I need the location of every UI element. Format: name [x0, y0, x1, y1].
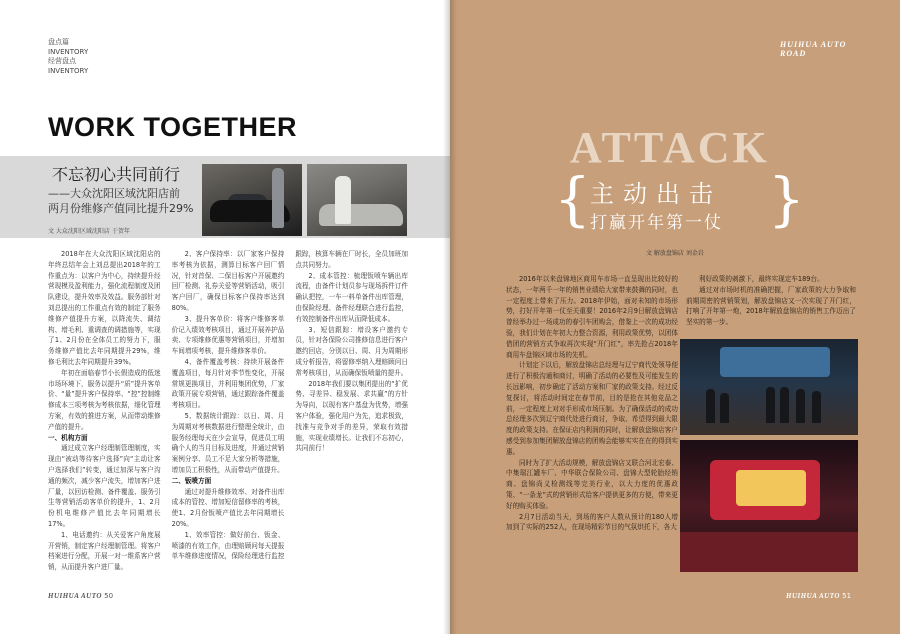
- paragraph: 2、客户保持率：以厂家客户保持率考核为依据，测算目标客户回厂情况，针对首保、二保目标客户开展邀约回厂检测、礼券关爱等营销活动，吸引客户回厂，确保目标客户保持率达到80%。: [171, 250, 285, 312]
- paragraph: 1、电话邀约：从关爱客户角度展开营销，制定客户经理制管理。将客户档案进行分配，开展一对一维系客户营销，从而提升客户进厂量。: [48, 530, 161, 572]
- person-figure: [796, 389, 805, 423]
- stage-floor: [680, 532, 858, 572]
- headline: 不忘初心共同前行: [52, 165, 181, 184]
- technician-figure: [272, 168, 284, 228]
- paragraph: 2018年我们要以集团提出的“扩优势、寻差异、稳发展、求共赢”的方针为导向，以现有客户基盘为优势，增强客户体验，强化用户为先，追求极致，找准与竞争对手的差异，荣取有效措施，实现业绩增长。让我们不忘初心，共同前行！: [295, 379, 408, 453]
- page-footer-left: [48, 592, 113, 600]
- paragraph: 4、备件覆盖考核：持续开展备件覆盖项目，每月针对季节性变化，开展常规更换项目，并利用集团优势，厂家政策开展专项营销，通过跟踪备件覆盖考核项目。: [171, 357, 285, 410]
- page-number: 51: [842, 592, 852, 600]
- section-line-4: INVENTORY: [48, 66, 89, 75]
- page-number: 50: [104, 592, 114, 600]
- workshop-photo-1: [202, 164, 302, 236]
- brand-line-1: HUIHUA AUTO: [780, 40, 847, 49]
- painter-figure: [335, 176, 351, 224]
- footer-logo: HUIHUA AUTO: [48, 592, 102, 600]
- paragraph: 利好政策的刺激下，最终实现定车189台。: [699, 275, 824, 283]
- paragraph: 通过对市场时机的准确把握，厂家政策的大力争取和前期周密的营销策划，解放盘锦店又一次实现了开门红，打响了开年第一炮，2018年解放盘锦店的销售工作迈出了坚实的第一步。: [686, 285, 856, 327]
- paragraph: 2、成本管控：梳理钣喷车辆出库流程，由备件计划员参与现场拆件订件确认把控，一车一料单备件出库管理，由保险经理、备件经理联合进行监控，有效控制备件出库从而降低成本。: [295, 271, 408, 323]
- text-column-right: [686, 274, 856, 342]
- paragraph: 5、数据统计跟踪：以日、周、月为周期对考核数据进行整理全统计，由服务经理每天在少会宣导，促进员工明确个人的当月目标及进度，并通过营销案例分享、员工不足大家分析等措施，增加员工积极性，从而带动产值提升。: [171, 411, 285, 474]
- person-figure: [780, 387, 789, 423]
- event-photo-1: [680, 339, 858, 435]
- section-heading: 二、钣喷方面: [171, 476, 212, 485]
- paragraph: 1、效率管控：做好前台、钣金、喷漆的有效工作，由理赔顾问每天提报单车维修进度情况，保险经理进行监控跟踪，核算车辆在厂时长，全员加班加点共同努力。: [171, 250, 408, 561]
- subheadline-line-1: ——大众沈阳区域沈阳店前: [48, 187, 180, 200]
- paragraph: 2016年以来盘锦地区商用车市场一直呈现出比较好的状态，一年两千一年的销售业绩给大家带来鼓舞的同时，也一定程度上带来了压力。2018年伊始，面对未知的市场形势，打好开年第一仗至关重要！2016年2月9日解放盘锦店曾经举办过一场成功的春引车团购会，借鉴上一次的成功经验，我们计划在年初大力整合资源，利用政策优势，以团体借团的营销方式争取再次实现“开门红”，率先抢占2018年商用车盘锦区域市场的先机。: [506, 275, 678, 359]
- paragraph: 2月7日活动当天，到场的客户人数从预计的180人增加到了实际的252人，在现场精彩节目的气氛烘托下，各大: [506, 512, 678, 532]
- byline-right: 文 解放盘锦店 刘金岩: [646, 250, 704, 257]
- section-heading: 一、机构方面: [48, 433, 88, 442]
- result-board: [736, 470, 806, 506]
- right-page: [450, 0, 900, 634]
- subheadline-line-2: 两月份维修产值同比提升29%: [48, 202, 194, 215]
- paragraph: 3、提升客单价：将客户维修客单价记入绩效考核项目，通过开展养护品卖、专项维修优惠等营销项目，并增加车间增项考核，提升维修客单价。: [171, 314, 285, 356]
- brand-logo: [780, 40, 846, 58]
- section-line-2: INVENTORY: [48, 47, 89, 56]
- person-figure: [720, 393, 729, 423]
- chinese-subtitle: 打赢开年第一仗: [590, 213, 723, 233]
- paragraph: 3、短信跟踪：增设客户邀约专员，针对各保险公司推修信息进行客户邀约回店，分别以日、周、月为周期形成分析报告，将留修率纳入理赔顾问日常考核项目，从而确保钣喷量的提升。: [295, 325, 408, 377]
- subheadline: [48, 186, 193, 216]
- section-line-1: 盘点篇: [48, 38, 69, 46]
- event-photo-2: [680, 440, 858, 572]
- section-line-3: 经营盘点: [48, 57, 76, 65]
- page-footer-right: [786, 592, 851, 600]
- brand-line-2: ROAD: [780, 49, 807, 58]
- chinese-title: 主动出击: [590, 180, 722, 208]
- paragraph: 计划定下以后，解放盘锦店总经理与辽宁商代处领导便进行了积极沟通和商讨，明确了活动的必要性及可能发生的长远影响，初步确定了活动方案和厂家的政策支持。经过反复探讨，将活动时间定在春节前，目的是抢在其他竞品之前，一定程度上对对手形成市场压制。为了确保活动的成功总经理多次到辽宁商代处进行商讨，争取、希望得到最大限度的政策支持。在保证店内利润的同时，让解放盘锦店客户感受到参加集团解放盘锦店的团购会能够实实在在的得到实惠。: [506, 361, 678, 456]
- left-brace: {: [554, 165, 591, 233]
- person-figure: [766, 387, 775, 423]
- article-body: [48, 249, 408, 577]
- footer-logo: HUIHUA AUTO: [786, 592, 840, 600]
- paragraph: 2018年在大众沈阳区域沈阳店的年终总结年会上刘总提出2018年的工作重点为：以客户为中心，持续提升经营现模及盈利能力，强化流程制度及团队建设，提升效率及效益。服务部针对刘总提出的工作重点有效的制定了服务维修产值提升方案，以降流失、调结构、增毛利、重调查的调措施等，实现了1、2月份在全体员工的努力下，服务维修产值比去年同期提升29%，维修毛利比去年同期提升39%。: [48, 250, 161, 366]
- person-figure: [812, 391, 821, 423]
- right-brace: }: [768, 165, 805, 233]
- speakers-group: [700, 383, 850, 423]
- headline-banner: [0, 156, 450, 238]
- paragraph: 通过对提升维修效率、对备件出库成本的管控、增加短信留修率的考核，使1、2月份钣喷产值比去年同期增长20%。: [171, 487, 285, 528]
- attack-heading: ATTACK: [570, 123, 770, 172]
- section-label: [48, 38, 88, 76]
- workshop-photo-2: [307, 164, 407, 236]
- stage-screen: [720, 347, 830, 377]
- paragraph: 通过成立客户经理制管理制度，实现由“被动等待客户选择”向“主动让客户选择我们”转变，通过加深与客户沟通的频次，减少客户流失，增加客户进厂量，以回访检测、备件覆盖、服务引生等营销活动客单价的提升，1、2月份机电维修产值比去年同期增长17%。: [48, 444, 161, 528]
- main-title: WORK TOGETHER: [48, 112, 297, 142]
- silver-car-shape: [319, 204, 403, 226]
- text-column-left: [506, 274, 678, 574]
- byline: 文 大众沈阳区域沈阳店 于贺年: [48, 228, 130, 235]
- paragraph: 年初在面临春节小长假造成的低迷市场环境下，服务以提升“质”提升客单价、“量”提升客户保持率、“控”控制维修成本三项考核为考核依据，细化管理方案，有效的推进方案，从而带动维修产值的提升。: [48, 368, 161, 431]
- person-figure: [706, 389, 715, 423]
- paragraph: 同时为了扩大活动规模，解放盘锦店又联合河北宏泰、中集瑞江罐车厂、中华联合保险公司、盘锦大型轮胎经销商、盘锦尚义检测线等完美行业，以大力度的优惠政策、“一条龙”式的营销形式给客户提供更多的方便，带来更好的购买体验。: [506, 458, 678, 510]
